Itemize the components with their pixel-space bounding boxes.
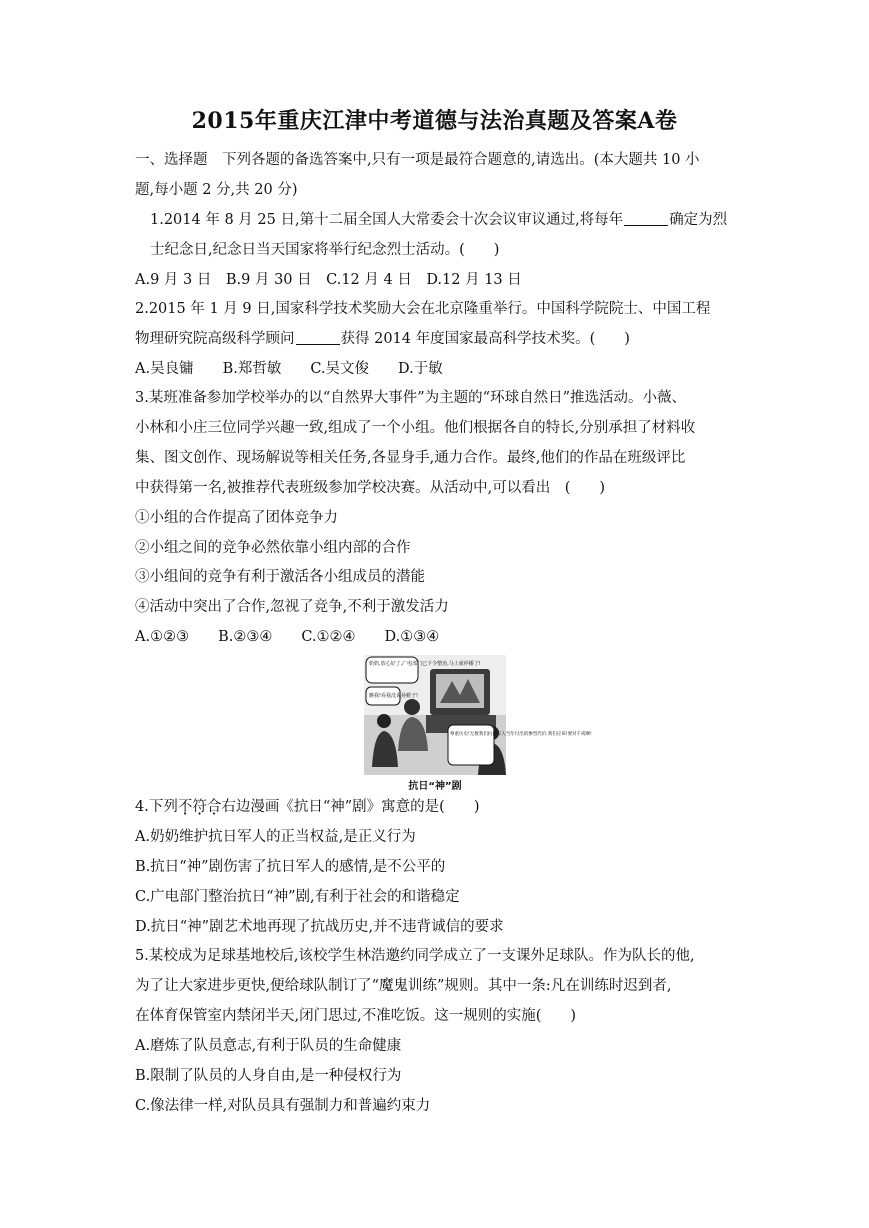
emphasis-char: 符 [192, 799, 207, 815]
q3-statement-2: ②小组之间的竞争必然依靠小组内部的合作 [135, 540, 411, 556]
q3-options: A.①②③ B.②③④ C.①②④ D.①③④ [135, 629, 440, 645]
q1-blank [624, 211, 668, 226]
q4-prefix: 4.下列 [135, 799, 178, 815]
q2-line-1: 2.2015 年 1 月 9 日,国家科学技术奖励大会在北京隆重举行。中国科学院院士、中国工程 [135, 301, 711, 317]
cartoon-bubble-2: 瞧我!看我没说孙猴子! [369, 693, 419, 699]
q4-suffix: 右边漫画《抗日“神”剧》寓意的是( ) [221, 799, 480, 815]
q2-options: A.吴良镛 B.郑哲敏 C.吴文俊 D.于敏 [135, 361, 443, 377]
section-intro-line-2: 题,每小题 2 分,共 20 分) [135, 182, 298, 198]
cartoon-illustration [364, 655, 592, 775]
q5-line-1: 5.某校成为足球基地校后,该校学生林浩邀约同学成立了一支课外足球队。作为队长的他, [135, 948, 695, 964]
emphasis-char: 合 [206, 799, 222, 815]
q2-line-2 [135, 329, 735, 349]
q5-line-3: 在体育保管室内禁闭半天,闭门思过,不准吃饭。这一规则的实施( ) [135, 1008, 577, 1024]
cartoon-bubble-3: 尊重历史!无数我们抗日军人当年付出的惨烈代价,我们应该!要对千戒啊! [450, 732, 592, 737]
section-intro-line-1: 一、选择题 下列各题的备选答案中,只有一项是最符合题意的,请选出。(本大题共 10 小 [135, 152, 700, 168]
q4-option-d: D.抗日“神”剧艺术地再现了抗战历史,并不违背诚信的要求 [135, 919, 504, 935]
q4-option-c: C.广电部门整治抗日“神”剧,有利于社会的和谐稳定 [135, 889, 460, 905]
q2-text-a: 物理研究院高级科学顾问 [135, 331, 295, 347]
q1-line-1 [150, 210, 750, 230]
q3-line-4: 中获得第一名,被推荐代表班级参加学校决赛。从活动中,可以看出 ( ) [135, 480, 606, 496]
q1-text-a: 1.2014 年 8 月 25 日,第十二届全国人大常委会十次会议审议通过,将每年 [150, 212, 624, 228]
q3-line-3: 集、图文创作、现场解说等相关任务,各显身手,通力合作。最终,他们的作品在班级评比 [135, 450, 686, 466]
q3-statement-4: ④活动中突出了合作,忽视了竞争,不利于激发活力 [135, 599, 449, 615]
q4-option-b: B.抗日“神”剧伤害了抗日军人的感情,是不公平的 [135, 859, 446, 875]
q1-text-b: 确定为烈 [669, 212, 728, 228]
q2-text-b: 获得 2014 年度国家最高科学技术奖。( ) [340, 331, 630, 347]
q5-option-c: C.像法律一样,对队员具有强制力和普遍约束力 [135, 1098, 431, 1114]
q3-statement-3: ③小组间的竞争有利于激活各小组成员的潜能 [135, 569, 425, 585]
q3-statement-1: ①小组的合作提高了团体竞争力 [135, 510, 338, 526]
q1-line-2: 士纪念日,纪念日当天国家将举行纪念烈士活动。( ) [150, 242, 500, 258]
q4-option-a: A.奶奶维护抗日军人的正当权益,是正义行为 [135, 829, 416, 845]
emphasis-char: 不 [177, 799, 193, 815]
cartoon-caption: 抗日“神”剧 [408, 781, 462, 792]
q5-option-b: B.限制了队员的人身自由,是一种侵权行为 [135, 1068, 402, 1084]
q3-line-2: 小林和小庄三位同学兴趣一致,组成了一个小组。他们根据各自的特长,分别承担了材料收 [135, 420, 696, 436]
page-title: 2015年重庆江津中考道德与法治真题及答案A卷 [191, 108, 678, 134]
q4-stem [135, 797, 735, 817]
q3-line-1: 3.某班准备参加学校举办的以“自然界大事件”为主题的“环球自然日”推选活动。小薇、 [135, 390, 686, 406]
q5-line-2: 为了让大家进步更快,便给球队制订了“魔鬼训练”规则。其中一条:凡在训练时迟到者, [135, 978, 672, 994]
cartoon-bubble-1: 奶奶,放心好了,广电部门已下令整治,马上就停播了! [369, 661, 481, 667]
q4-emphasis [178, 799, 222, 815]
q5-option-a: A.磨炼了队员意志,有利于队员的生命健康 [135, 1038, 402, 1054]
q1-options: A.9 月 3 日 B.9 月 30 日 C.12 月 4 日 D.12 月 13 日 [135, 272, 522, 288]
q2-blank [296, 330, 340, 345]
